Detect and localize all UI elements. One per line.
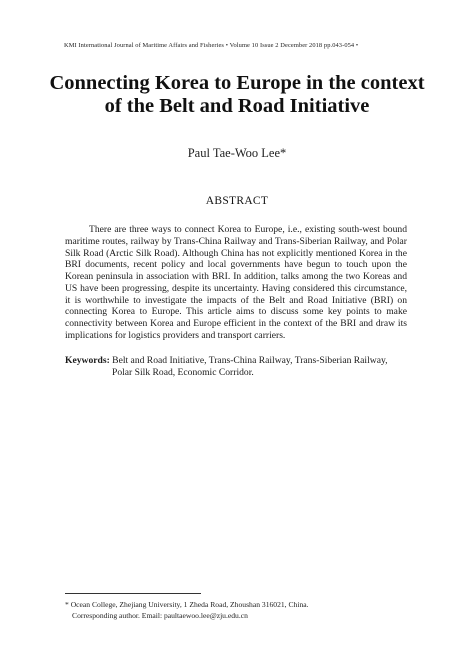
title-line-2: of the Belt and Road Initiative	[104, 95, 370, 117]
abstract-body: There are three ways to connect Korea to Europe, i.e., existing south-west bound maritime routes, railway by Trans-China Railway and Trans-Siberian Railway, and Polar Silk Road (Arctic Silk Road). Although China has not explicitly mentioned Korea in the BRI documents, recent policy and local governments have begun to touch upon the Korean peninsula in association with BRI. In addition, talks among the two Koreas and US have been progressing, despite its uncertainty. Having considered this circumstance, it is worthwhile to investigate the impacts of the Belt and Road Initiative (BRI) on connecting Korea to Europe. This article aims to discuss some key points to make connectivity between Korea and Europe efficient in the context of the BRI and draw its implications for logistics providers and transport carriers.	[65, 224, 407, 341]
title-line-1: Connecting Korea to Europe in the context	[49, 72, 425, 94]
keywords-text-2: Polar Silk Road, Economic Corridor.	[112, 367, 254, 378]
footnote	[65, 599, 407, 621]
footnote-affiliation: * Ocean College, Zhejiang University, 1 Zheda Road, Zhoushan 316021, China.	[65, 600, 309, 609]
running-header: KMI International Journal of Maritime Affairs and Fisheries • Volume 10 Issue 2 December 2018 pp.043-054 •	[64, 42, 359, 49]
abstract-heading: ABSTRACT	[205, 195, 269, 207]
footnote-contact: Corresponding author. Email: paultaewoo.lee@zju.edu.cn	[72, 611, 248, 620]
author-name: Paul Tae-Woo Lee*	[187, 146, 287, 160]
keywords-block	[65, 355, 407, 379]
footnote-divider	[65, 593, 201, 594]
keywords-label: Keywords:	[65, 355, 110, 366]
keywords-line-1	[65, 355, 407, 367]
keywords-text-1: Belt and Road Initiative, Trans-China Railway, Trans-Siberian Railway,	[112, 355, 388, 366]
paper-title	[40, 72, 434, 118]
